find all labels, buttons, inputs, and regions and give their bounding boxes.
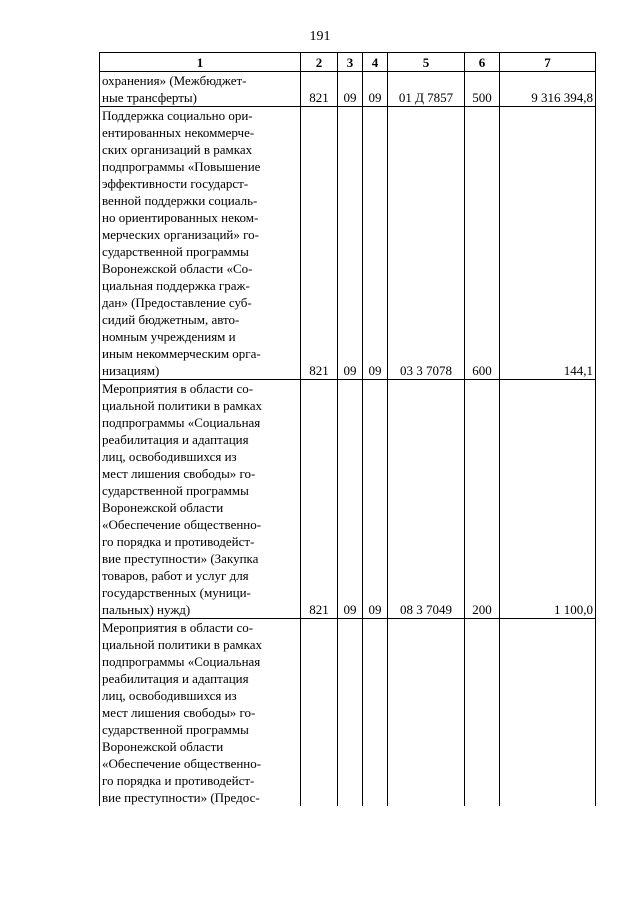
header-row: [100, 53, 596, 72]
description-line: Воронежской области «Со-: [102, 261, 253, 276]
column-header-3: 3: [338, 53, 363, 72]
description-line: сударственной программы: [102, 483, 249, 498]
description-line: «Обеспечение общественно-: [102, 517, 262, 532]
description-line: циальной политики в рамках: [102, 637, 263, 652]
row-description: [100, 380, 301, 619]
description-line: вие преступности» (Предос-: [102, 790, 260, 805]
description-line: лиц, освободившихся из: [102, 688, 237, 703]
target-article-code: 01 Д 7857: [388, 72, 465, 107]
description-line: Воронежской области: [102, 500, 224, 515]
amount: 9 316 394,8: [500, 72, 596, 107]
description-line: вие преступности» (Закупка: [102, 551, 259, 566]
description-line: венной поддержки социаль-: [102, 193, 258, 208]
description-line: циальная поддержка граж-: [102, 278, 250, 293]
expense-type-code: [465, 619, 500, 807]
section-code: 09: [338, 107, 363, 380]
description-line: сударственной программы: [102, 244, 249, 259]
description-line: сударственной программы: [102, 722, 249, 737]
expense-type-code: 500: [465, 72, 500, 107]
description-line: Поддержка социально ори-: [102, 108, 253, 123]
column-header-6: 6: [465, 53, 500, 72]
table-row: [100, 380, 596, 619]
subsection-code: 09: [363, 380, 388, 619]
description-line: мерческих организаций» го-: [102, 227, 259, 242]
description-line: пальных) нужд): [102, 602, 191, 617]
subsection-code: [363, 619, 388, 807]
expense-type-code: 200: [465, 380, 500, 619]
description-line: мест лишения свободы» го-: [102, 466, 256, 481]
page-number: 191: [309, 29, 331, 44]
description-line: ских организаций в рамках: [102, 142, 253, 157]
table-row: [100, 72, 596, 107]
description-line: го порядка и противодейст-: [102, 773, 255, 788]
target-article-code: 03 3 7078: [388, 107, 465, 380]
ministry-code: 821: [301, 72, 338, 107]
amount: [500, 619, 596, 807]
row-description: [100, 107, 301, 380]
section-code: 09: [338, 380, 363, 619]
description-line: иным некоммерческим орга-: [102, 346, 261, 361]
description-line: сидий бюджетным, авто-: [102, 312, 240, 327]
expense-type-code: 600: [465, 107, 500, 380]
row-description: [100, 72, 301, 107]
description-line: эффективности государст-: [102, 176, 249, 191]
description-line: циальной политики в рамках: [102, 398, 263, 413]
description-line: подпрограммы «Социальная: [102, 415, 261, 430]
column-header-2: 2: [301, 53, 338, 72]
description-line: низациям): [102, 363, 160, 378]
column-header-7: 7: [500, 53, 596, 72]
description-line: охранения» (Межбюджет-: [102, 73, 247, 88]
description-line: ентированных некоммерче-: [102, 125, 255, 140]
description-line: дан» (Предоставление суб-: [102, 295, 252, 310]
description-line: го порядка и противодейст-: [102, 534, 255, 549]
description-line: подпрограммы «Социальная: [102, 654, 261, 669]
description-line: лиц, освободившихся из: [102, 449, 237, 464]
target-article-code: [388, 619, 465, 807]
table-row: [100, 619, 596, 807]
amount: 144,1: [500, 107, 596, 380]
description-line: мест лишения свободы» го-: [102, 705, 256, 720]
description-line: реабилитация и адаптация: [102, 432, 249, 447]
column-header-5: 5: [388, 53, 465, 72]
ministry-code: [301, 619, 338, 807]
description-line: Мероприятия в области со-: [102, 381, 254, 396]
ministry-code: 821: [301, 380, 338, 619]
section-code: 09: [338, 72, 363, 107]
subsection-code: 09: [363, 72, 388, 107]
description-line: номным учреждениям и: [102, 329, 236, 344]
row-description: [100, 619, 301, 807]
amount: 1 100,0: [500, 380, 596, 619]
column-header-1: 1: [100, 53, 301, 72]
description-line: «Обеспечение общественно-: [102, 756, 262, 771]
column-header-4: 4: [363, 53, 388, 72]
target-article-code: 08 3 7049: [388, 380, 465, 619]
description-line: товаров, работ и услуг для: [102, 568, 249, 583]
table-row: [100, 107, 596, 380]
budget-table: [99, 52, 596, 806]
description-line: ные трансферты): [102, 90, 197, 105]
description-line: государственных (муници-: [102, 585, 251, 600]
description-line: подпрограммы «Повышение: [102, 159, 261, 174]
ministry-code: 821: [301, 107, 338, 380]
description-line: но ориентированных неком-: [102, 210, 259, 225]
subsection-code: 09: [363, 107, 388, 380]
section-code: [338, 619, 363, 807]
description-line: Воронежской области: [102, 739, 224, 754]
description-line: Мероприятия в области со-: [102, 620, 254, 635]
description-line: реабилитация и адаптация: [102, 671, 249, 686]
